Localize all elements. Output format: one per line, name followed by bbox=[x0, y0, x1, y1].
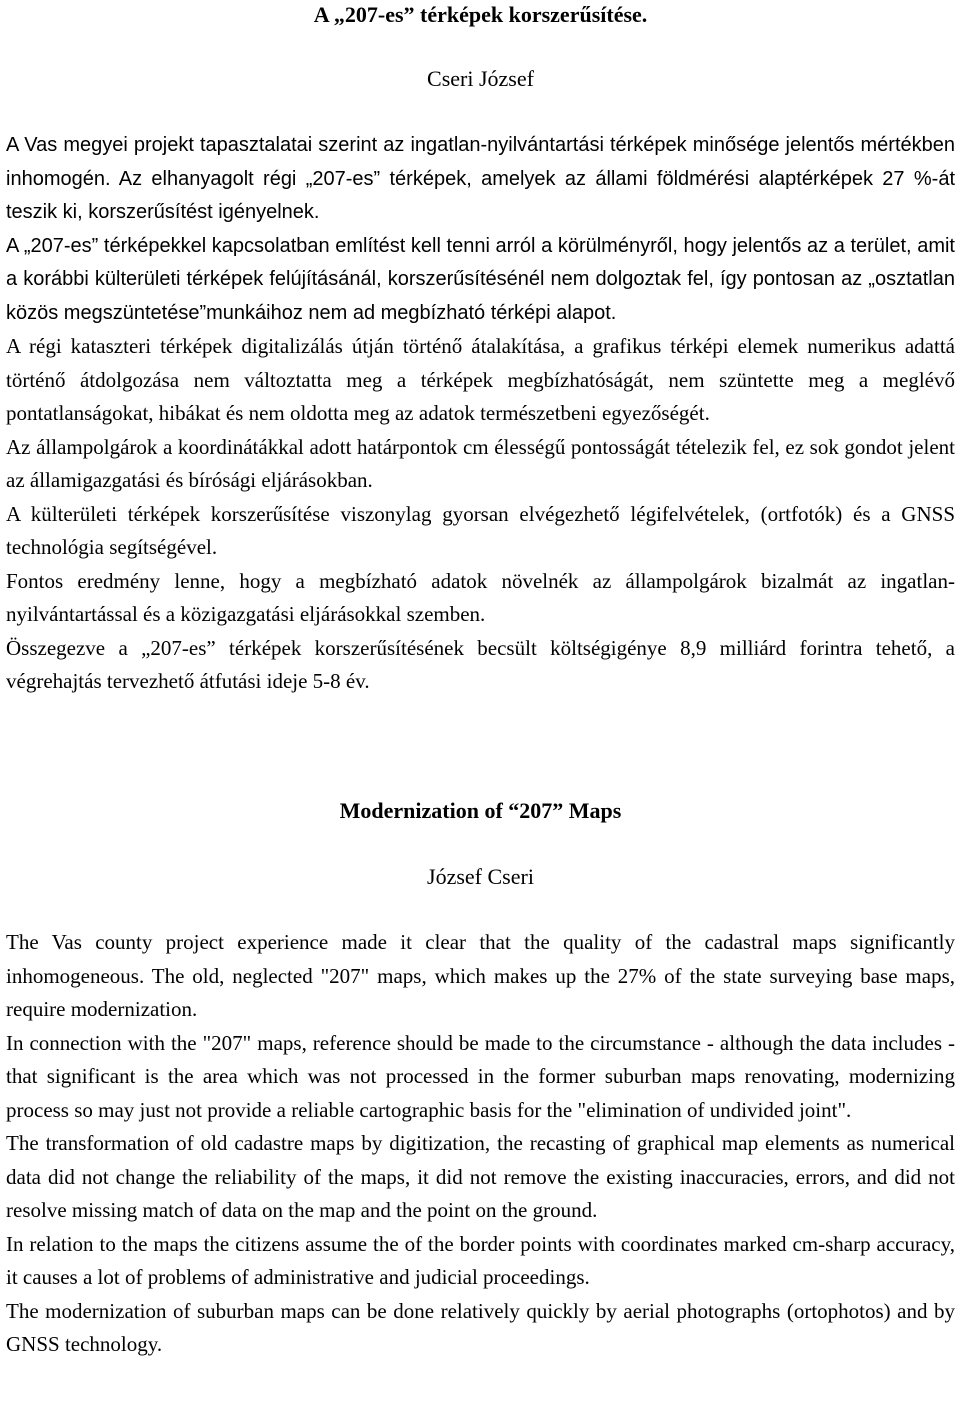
hungarian-paragraph-3: A régi kataszteri térképek digitalizálás útján történő átalakítása, a grafikus térképi elemek numerikus adattá történő átdolgozása nem változtatta meg a térképek megbízhatóságát, nem szüntette meg a meglévő pontatlanságokat, hibákat és nem oldotta meg az adatok természetbeni egyezőségét. bbox=[6, 334, 955, 425]
hungarian-paragraph-1: A Vas megyei projekt tapasztalatai szerint az ingatlan-nyilvántartási térképek minősége jelentős mértékben inhomogén. Az elhanyagolt régi „207-es” térképek, amelyek az állami földmérési alaptérképek 27 %-át teszik ki, korszerűsítést igényelnek. bbox=[6, 134, 955, 223]
hungarian-paragraph-4: Az állampolgárok a koordinátákkal adott határpontok cm élességű pontosságát tételezik fel, ez sok gondot jelent az államigazgatási és bírósági eljárásokban. bbox=[6, 434, 955, 492]
english-paragraph-4: In relation to the maps the citizens assume the of the border points with coordinates marked cm-sharp accuracy, it causes a lot of problems of administrative and judicial proceedings. bbox=[6, 1231, 955, 1289]
english-abstract bbox=[6, 926, 955, 1362]
english-author: József Cseri bbox=[427, 864, 534, 889]
hungarian-paragraph-2: A „207-es” térképekkel kapcsolatban említést kell tenni arról a körülményről, hogy jelentős az a terület, amit a korábbi külterületi térképek felújításánál, korszerűsítésénél nem dolgoztak fel, így pontosan az „osztatlan közös megszüntetése”munkáihoz nem ad megbízható térképi alapot. bbox=[6, 234, 955, 324]
english-paragraph-2: In connection with the "207" maps, reference should be made to the circumstance - although the data includes - that significant is the area which was not processed in the former suburban maps renovating, modernizing process so may just not provide a reliable cartographic basis for the "elimination of undivided joint". bbox=[6, 1030, 955, 1122]
hungarian-title: A „207-es” térképek korszerűsítése. bbox=[313, 2, 648, 27]
english-paragraph-3: The transformation of old cadastre maps by digitization, the recasting of graphical map elements as numerical data did not change the reliability of the maps, it did not remove the existing inaccuracies, errors, and did not resolve missing match of data on the map and the point on the ground. bbox=[6, 1131, 955, 1222]
english-title: Modernization of “207” Maps bbox=[339, 798, 622, 823]
hungarian-abstract bbox=[6, 129, 955, 699]
hungarian-paragraph-7: Összegezve a „207-es” térképek korszerűsítésének becsült költségigénye 8,9 milliárd forintra tehető, a végrehajtás tervezhető átfutási ideje 5-8 év. bbox=[6, 635, 955, 693]
english-paragraph-5: The modernization of suburban maps can be done relatively quickly by aerial photographs (ortophotos) and by GNSS technology. bbox=[6, 1298, 955, 1356]
hungarian-paragraph-5: A külterületi térképek korszerűsítése viszonylag gyorsan elvégezhető légifelvételek, (ortfotók) és a GNSS technológia segítségével. bbox=[6, 501, 955, 559]
english-paragraph-1: The Vas county project experience made it clear that the quality of the cadastral maps significantly inhomogeneous. The old, neglected "207" maps, which makes up the 27% of the state surveying base maps, require modernization. bbox=[6, 930, 955, 1021]
hungarian-paragraph-6: Fontos eredmény lenne, hogy a megbízható adatok növelnék az állampolgárok bizalmát az ingatlan-nyilvántartással és a közigazgatási eljárásokkal szemben. bbox=[6, 568, 955, 626]
hungarian-author: Cseri József bbox=[427, 66, 534, 91]
